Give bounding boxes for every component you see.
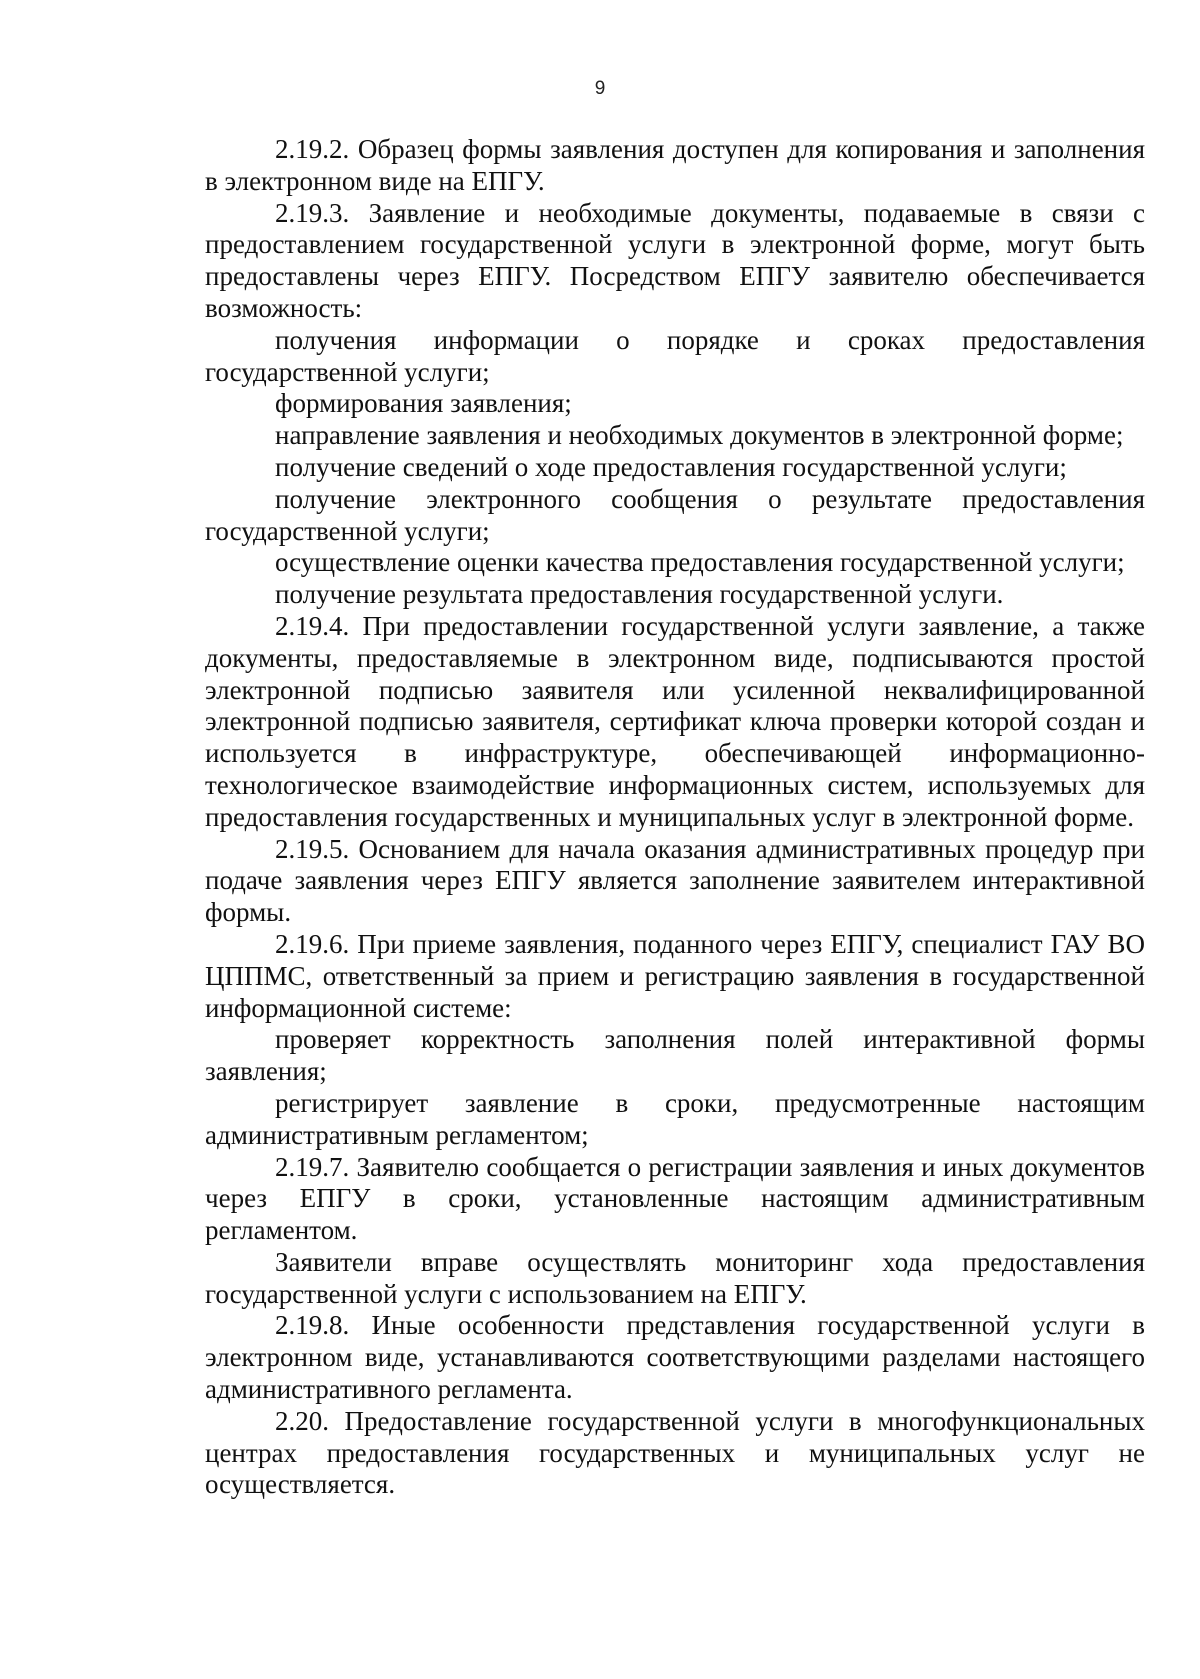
page-number: 9: [594, 78, 606, 99]
list-item: получение результата предоставления государственной услуги.: [275, 579, 1004, 610]
document-body: [205, 134, 1145, 1501]
paragraph-2-19-4: 2.19.4. При предоставлении государственной услуги заявление, а также документы, предоставляемые в электронном виде, подписываются простой электронной подписью заявителя или усиленной неквалифицированной электронной подписью заявителя, сертификат ключа проверки которой создан и используется в инфраструктуре, обеспечивающей информационно-технологическое взаимодействие информационных систем, используемых для предоставления государственных и муниципальных услуг в электронной форме.: [205, 610, 1145, 832]
paragraph-2-19-6: 2.19.6. При приеме заявления, поданного через ЕПГУ, специалист ГАУ ВО ЦППМС, ответственный за прием и регистрацию заявления в государственной информационной системе:: [205, 928, 1145, 1023]
list-item: осуществление оценки качества предоставления государственной услуги;: [275, 547, 1125, 578]
list-item: получение сведений о ходе предоставления государственной услуги;: [275, 451, 1067, 482]
list-item: формирования заявления;: [275, 388, 572, 419]
list-item: получения информации о порядке и сроках предоставления государственной услуги;: [205, 324, 1145, 387]
paragraph-2-19-7: 2.19.7. Заявителю сообщается о регистрации заявления и иных документов через ЕПГУ в сроки, установленные настоящим административным регламентом.: [205, 1151, 1145, 1246]
list-item: получение электронного сообщения о результате предоставления государственной услуги;: [205, 483, 1145, 546]
list-item: направление заявления и необходимых документов в электронной форме;: [275, 420, 1124, 451]
paragraph-2-19-2: 2.19.2. Образец формы заявления доступен для копирования и заполнения в электронном виде на ЕПГУ.: [205, 134, 1145, 196]
paragraph-2-19-3: 2.19.3. Заявление и необходимые документы, подаваемые в связи с предоставлением государственной услуги в электронной форме, могут быть предоставлены через ЕПГУ. Посредством ЕПГУ заявителю обеспечивается возможность:: [205, 197, 1145, 323]
paragraph-monitoring: Заявители вправе осуществлять мониторинг хода предоставления государственной услуги с использованием на ЕПГУ.: [205, 1246, 1145, 1309]
list-item: регистрирует заявление в сроки, предусмотренные настоящим административным регламентом;: [205, 1087, 1145, 1150]
paragraph-2-20: 2.20. Предоставление государственной услуги в многофункциональных центрах предоставления государственных и муниципальных услуг не осуществляется.: [205, 1405, 1145, 1500]
paragraph-2-19-5: 2.19.5. Основанием для начала оказания административных процедур при подаче заявления через ЕПГУ является заполнение заявителем интерактивной формы.: [205, 833, 1145, 928]
paragraph-2-19-8: 2.19.8. Иные особенности представления государственной услуги в электронном виде, устанавливаются соответствующими разделами настоящего административного регламента.: [205, 1310, 1145, 1405]
list-item: проверяет корректность заполнения полей интерактивной формы заявления;: [205, 1024, 1145, 1087]
